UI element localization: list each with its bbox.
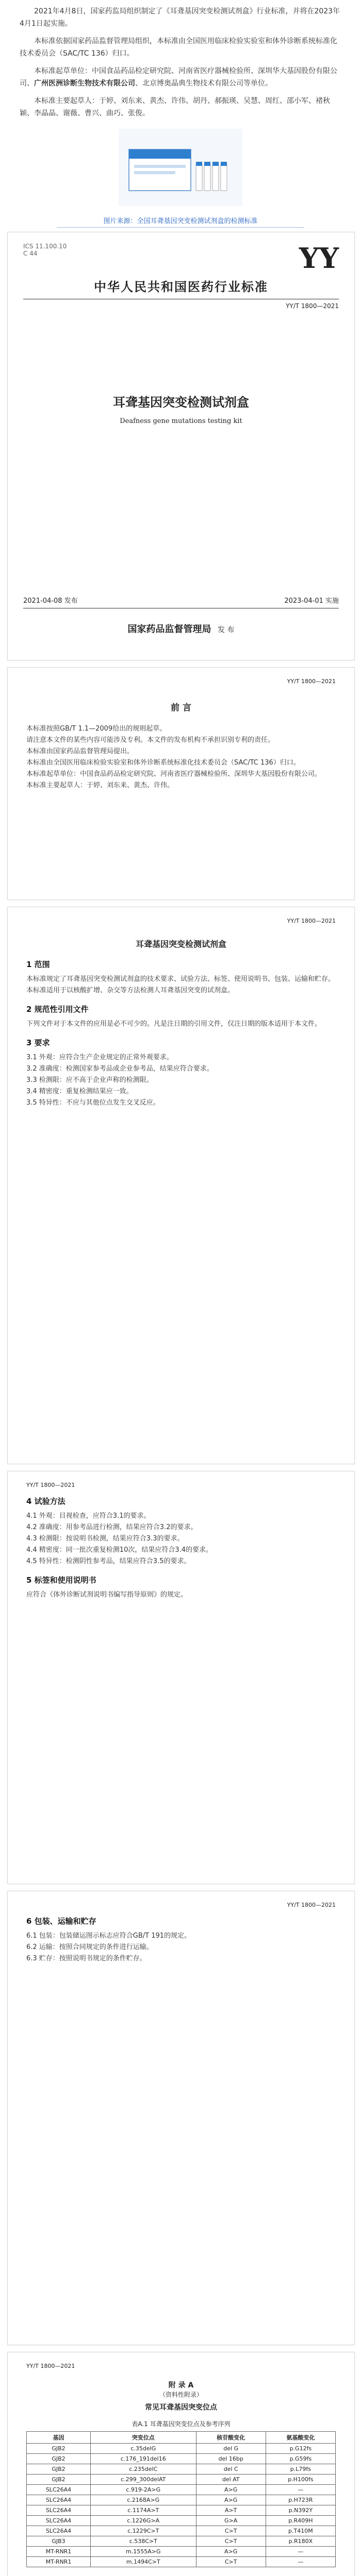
issue-date: 2021-04-08 发布 xyxy=(23,597,78,605)
section-text: 下列文件对于本文件的应用是必不可少的。凡是注日期的引用文件，仅注日期的版本适用于本文件。 xyxy=(26,1020,322,1028)
table-cell: c.1226G>A xyxy=(90,2516,196,2526)
table-cell: MT-RNR1 xyxy=(27,2547,91,2557)
table-cell: C>T xyxy=(196,2536,266,2547)
table-header: 突变位点 xyxy=(90,2432,196,2444)
section-item: 4.5 特异性：检测阴性参考品，结果应符合3.5的要求。 xyxy=(26,1557,191,1565)
table-cell: C>T xyxy=(196,2557,266,2567)
table-cell: del C xyxy=(196,2464,266,2475)
page-code: YY/T 1800—2021 xyxy=(287,1902,336,1908)
table-cell: GJB3 xyxy=(27,2536,91,2547)
table-row xyxy=(27,2536,336,2547)
table-cell: c.2168A>G xyxy=(90,2495,196,2505)
table-cell: SLC26A4 xyxy=(27,2516,91,2526)
yy-logo: YY xyxy=(299,242,339,275)
table-cell: GJB2 xyxy=(27,2464,91,2475)
table-row xyxy=(27,2454,336,2464)
appendix-page xyxy=(7,2352,355,2576)
section-heading: 5 标签和使用说明书 xyxy=(26,1575,96,1585)
section-heading: 6 包装、运输和贮存 xyxy=(26,1917,96,1926)
section-item: 6.1 包装：包装储运图示标志应符合GB/T 191的规定。 xyxy=(26,1932,191,1940)
page-code: YY/T 1800—2021 xyxy=(287,918,336,924)
section-heading: 4 试验方法 xyxy=(26,1497,65,1506)
page-code: YY/T 1800—2021 xyxy=(26,2363,75,2369)
section-item: 6.2 运输：按照合同规定的条件进行运输。 xyxy=(26,1943,153,1951)
table-row xyxy=(27,2475,336,2485)
table-cell: G>A xyxy=(196,2516,266,2526)
section-text: 本标准规定了耳聋基因突变检测试剂盒的技术要求、试验方法、标签、使用说明书、包装、运输和贮存。本标准适用于以核酸扩增、杂交等方法检测人耳聋基因突变的试剂盒。 xyxy=(26,975,335,994)
table-cell: c.1174A>T xyxy=(90,2505,196,2516)
table-cell: A>G xyxy=(196,2495,266,2505)
table-cell: p.R180X xyxy=(266,2536,335,2547)
appendix-sub: （资料性附录） xyxy=(159,2391,203,2398)
content-page-2 xyxy=(7,1471,355,1884)
table-cell: del AT xyxy=(196,2475,266,2485)
section-item: 3.2 准确度：检测国家参考品或企业参考品，结果应符合要求。 xyxy=(26,1065,214,1073)
mutation-table xyxy=(26,2431,336,2567)
standard-code: YY/T 1800—2021 xyxy=(286,302,339,310)
table-cell: p.H100fs xyxy=(266,2475,335,2485)
table-cell: MT-RNR1 xyxy=(27,2557,91,2567)
table-cell: c.538C>T xyxy=(90,2536,196,2547)
table-cell: SLC26A4 xyxy=(27,2526,91,2536)
content-title: 耳聋基因突变检测试剂盒 xyxy=(135,939,226,949)
foreword-line: 本标准由全国医用临床检验实验室和体外诊断系统标准化技术委员会（SAC/TC 136）归口。 xyxy=(26,759,300,767)
table-cell: c.176_191del16 xyxy=(90,2454,196,2464)
foreword-line: 本标准起草单位：中国食品药品检定研究院、河南省医疗器械检验所、深圳华大基因股份有限公司。 xyxy=(26,770,322,778)
intro-text xyxy=(20,5,341,125)
section-item: 3.4 精密度：重复检测结果应一致。 xyxy=(26,1088,133,1095)
table-cell: c.299_300delAT xyxy=(90,2475,196,2485)
image-caption: 图片来源：全国耳聋基因突变检测试剂盒的检测标准 xyxy=(57,215,304,228)
date-row xyxy=(23,595,339,605)
issuer: 国家药品监督管理局 发 布 xyxy=(127,624,235,635)
table-cell: SLC26A4 xyxy=(27,2505,91,2516)
kit-image xyxy=(119,129,242,206)
foreword-page xyxy=(7,667,355,900)
table-cell: p.T410M xyxy=(266,2526,335,2536)
intro-para-2: 本标准依据国家药品监督管理局组织，本标准由全国医用临床检验实验室和体外诊断系统标准化技术委员会（SAC/TC 136）归口。 xyxy=(20,37,337,58)
table-cell: c.1229C>T xyxy=(90,2526,196,2536)
table-cell: del G xyxy=(196,2444,266,2454)
section-item: 4.1 外观：目视检查，应符合3.1的要求。 xyxy=(26,1512,151,1520)
intro-para-1: 2021年4月8日，国家药监局组织制定了《耳聋基因突变检测试剂盒》行业标准，并将在2023年4月1日起实施。 xyxy=(20,7,340,28)
table-title: 表A.1 耳聋基因突变位点及参考序列 xyxy=(132,2420,231,2428)
page-code: YY/T 1800—2021 xyxy=(26,1482,75,1488)
foreword-line: 本标准主要起草人：于婷、刘东来、黄杰、许伟。 xyxy=(26,782,174,789)
table-cell: GJB2 xyxy=(27,2444,91,2454)
table-cell: SLC26A4 xyxy=(27,2495,91,2505)
table-cell: GJB2 xyxy=(27,2454,91,2464)
table-cell: C>T xyxy=(196,2526,266,2536)
table-header: 核苷酸变化 xyxy=(196,2432,266,2444)
standard-title: 耳聋基因突变检测试剂盒 xyxy=(113,395,249,410)
section-heading: 3 要求 xyxy=(26,1038,50,1047)
section-item: 6.3 贮存：按照说明书规定的条件贮存。 xyxy=(26,1955,146,1962)
foreword-line: 本标准按照GB/T 1.1—2009给出的规则起草。 xyxy=(26,725,167,733)
foreword-line: 本标准由国家药品监督管理局提出。 xyxy=(26,748,134,755)
section-item: 3.5 特异性：不应与其他位点发生交叉反应。 xyxy=(26,1099,160,1107)
table-row xyxy=(27,2495,336,2505)
intro-para-3: 本标准起草单位：中国食品药品检定研究院、河南省医疗器械检验所、深圳华大基因股份有限公司、广州医洲诊断生物技术有限公司、北京博奥晶典生物技术有限公司等单位。 xyxy=(20,67,337,88)
content-page-1 xyxy=(7,907,355,1464)
section-item: 4.4 精密度：同一批次重复检测10次，结果应符合3.4的要求。 xyxy=(26,1546,213,1554)
appendix-label: 附 录 A xyxy=(168,2381,194,2389)
page-code: YY/T 1800—2021 xyxy=(287,678,336,685)
table-row xyxy=(27,2557,336,2567)
content-page-3 xyxy=(7,1891,355,2345)
table-row xyxy=(27,2485,336,2495)
table-header: 氨基酸变化 xyxy=(266,2432,335,2444)
appendix-title: 常见耳聋基因突变位点 xyxy=(145,2403,217,2412)
table-row xyxy=(27,2505,336,2516)
implementation-date: 2023-04-01 实施 xyxy=(284,597,339,605)
table-cell: A>T xyxy=(196,2505,266,2516)
ccs-code: C 44 xyxy=(23,250,38,257)
table-row xyxy=(27,2516,336,2526)
table-row xyxy=(27,2444,336,2454)
table-cell: c.35delG xyxy=(90,2444,196,2454)
table-cell: del 16bp xyxy=(196,2454,266,2464)
table-row xyxy=(27,2526,336,2536)
table-header: 基因 xyxy=(27,2432,91,2444)
standard-cover-page xyxy=(7,232,355,660)
table-cell: — xyxy=(266,2557,335,2567)
table-cell: p.N392Y xyxy=(266,2505,335,2516)
table-cell: p.H723R xyxy=(266,2495,335,2505)
table-cell: SLC26A4 xyxy=(27,2485,91,2495)
table-cell: A>G xyxy=(196,2485,266,2495)
foreword-heading: 前 言 xyxy=(171,703,191,713)
table-cell: — xyxy=(266,2547,335,2557)
ics-code: ICS 11.100.10 xyxy=(23,243,67,250)
foreword-line: 请注意本文件的某些内容可能涉及专利。本文件的发布机构不承担识别专利的责任。 xyxy=(26,736,275,744)
section-item: 4.3 检测限：按说明书检测，结果应符合3.3的要求。 xyxy=(26,1535,184,1543)
section-heading: 2 规范性引用文件 xyxy=(26,1005,89,1014)
section-item: 4.2 准确度：用参考品进行检测，结果应符合3.2的要求。 xyxy=(26,1523,198,1531)
table-cell: p.L79fs xyxy=(266,2464,335,2475)
table-cell: A>G xyxy=(196,2547,266,2557)
table-cell: c.919-2A>G xyxy=(90,2485,196,2495)
table-cell: p.R409H xyxy=(266,2516,335,2526)
section-text: 应符合《体外诊断试剂说明书编写指导原则》的规定。 xyxy=(26,1591,188,1599)
table-row xyxy=(27,2464,336,2475)
table-cell: p.G59fs xyxy=(266,2454,335,2464)
standard-header: 中华人民共和国医药行业标准 xyxy=(94,280,268,294)
section-item: 3.3 检测限：应不高于企业声称的检测限。 xyxy=(26,1076,153,1084)
table-cell: m.1555A>G xyxy=(90,2547,196,2557)
section-item: 3.1 外观：应符合生产企业规定的正常外观要求。 xyxy=(26,1054,173,1061)
table-cell: p.G12fs xyxy=(266,2444,335,2454)
standard-title-en: Deafness gene mutations testing kit xyxy=(120,417,242,425)
table-cell: — xyxy=(266,2485,335,2495)
table-header-row xyxy=(27,2432,336,2444)
intro-para-4: 本标准主要起草人：于婷、刘东来、黄杰、许伟、胡丹、郝振瑛、吴慧、周红、邵小军、褚秋颖、李晶晶、谢薇、曹兴、曲巧、张俊。 xyxy=(20,97,330,117)
table-cell: GJB2 xyxy=(27,2475,91,2485)
table-cell: c.235delC xyxy=(90,2464,196,2475)
table-row xyxy=(27,2547,336,2557)
table-cell: m.1494C>T xyxy=(90,2557,196,2567)
section-heading: 1 范围 xyxy=(26,960,50,969)
